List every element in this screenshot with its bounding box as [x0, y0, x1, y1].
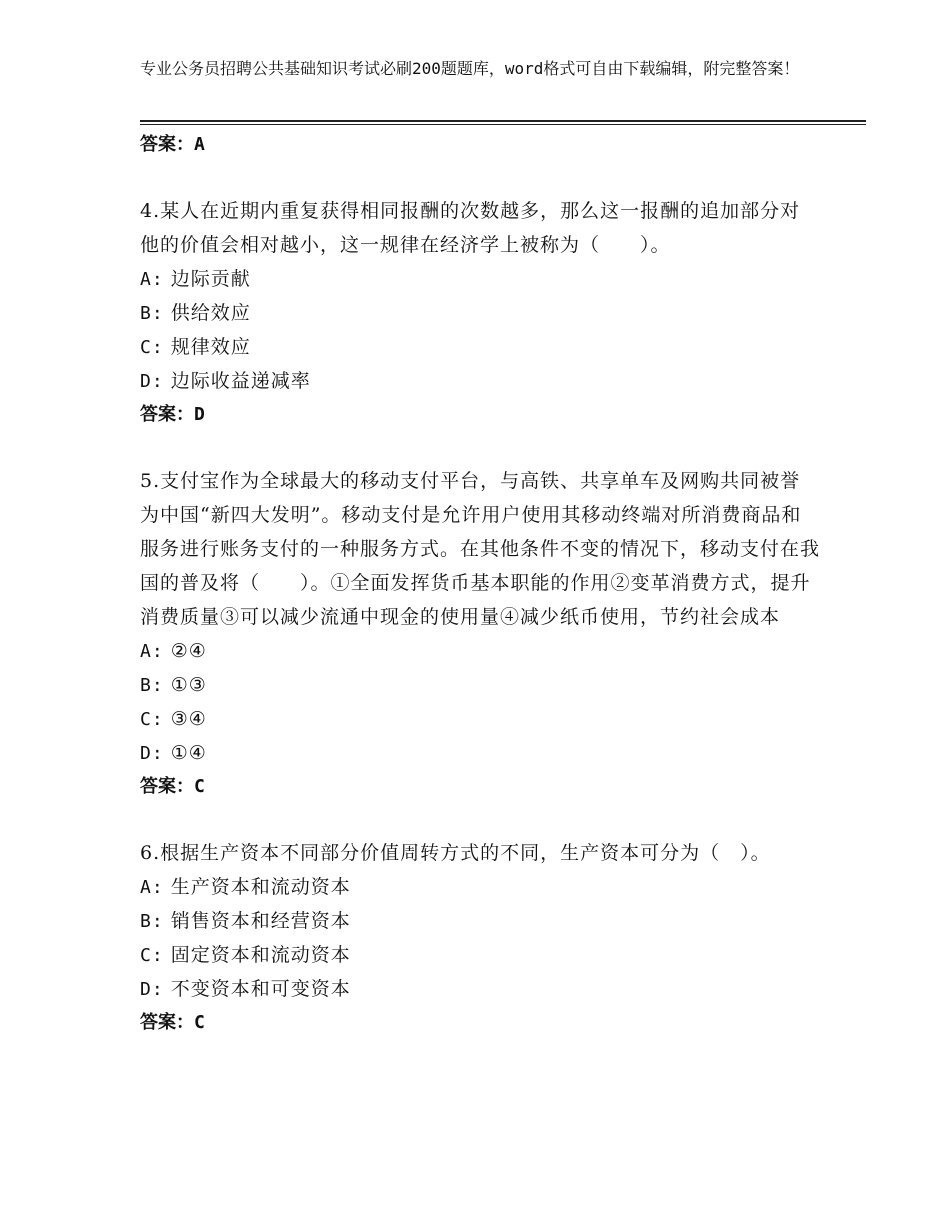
- answer-line: [140, 398, 820, 432]
- option-letter: A:: [140, 641, 164, 662]
- option-text: 规律效应: [170, 336, 251, 358]
- option-letter: D:: [140, 371, 164, 392]
- option-c: [140, 938, 820, 972]
- question-block: [140, 836, 820, 1040]
- answer-value: A: [194, 134, 205, 155]
- option-text: ②④: [170, 640, 207, 662]
- option-letter: B:: [140, 303, 164, 324]
- header-divider-thin: [140, 124, 866, 125]
- question-block: [140, 194, 820, 432]
- option-text: ①④: [170, 742, 207, 764]
- option-a: [140, 262, 820, 296]
- question-text: 5.支付宝作为全球最大的移动支付平台，与高铁、共享单车及网购共同被誉为中国“新四大发明”。移动支付是允许用户使用其移动终端对所消费商品和服务进行账务支付的一种服务方式。在其他条件不变的情况下，移动支付在我国的普及将（ ）。①全面发挥货币基本职能的作用②变革消费方式，提升消费质量③可以减少流通中现金的使用量④减少纸币使用，节约社会成本: [140, 470, 821, 628]
- option-d: [140, 364, 820, 398]
- answer-value: C: [194, 1012, 205, 1033]
- option-b: [140, 904, 820, 938]
- option-letter: B:: [140, 911, 164, 932]
- option-d: [140, 736, 820, 770]
- option-letter: D:: [140, 743, 164, 764]
- question-list: [140, 128, 820, 1040]
- question-text: 6.根据生产资本不同部分价值周转方式的不同，生产资本可分为（ ）。: [140, 842, 771, 864]
- option-text: 边际贡献: [170, 268, 251, 290]
- option-c: [140, 330, 820, 364]
- header-divider-thick: [140, 120, 866, 122]
- option-text: ①③: [170, 674, 207, 696]
- answer-label: 答案：: [140, 1012, 194, 1033]
- option-letter: A:: [140, 877, 164, 898]
- option-a: [140, 870, 820, 904]
- option-letter: C:: [140, 945, 164, 966]
- option-text: 边际收益递减率: [170, 370, 311, 392]
- option-letter: C:: [140, 337, 164, 358]
- option-letter: B:: [140, 675, 164, 696]
- option-text: 供给效应: [170, 302, 251, 324]
- option-text: 销售资本和经营资本: [170, 910, 351, 932]
- answer-label: 答案：: [140, 404, 194, 425]
- header-text: 专业公务员招聘公共基础知识考试必刷200题题库，word格式可自由下载编辑，附完整答案！: [140, 59, 800, 78]
- answer-value: C: [194, 776, 205, 797]
- option-text: 不变资本和可变资本: [170, 978, 351, 1000]
- answer-value: D: [194, 404, 205, 425]
- question-block: [140, 464, 820, 804]
- option-d: [140, 972, 820, 1006]
- answer-line: [140, 128, 820, 162]
- option-text: 生产资本和流动资本: [170, 876, 351, 898]
- option-a: [140, 634, 820, 668]
- answer-line: [140, 770, 820, 804]
- option-letter: A:: [140, 269, 164, 290]
- answer-label: 答案：: [140, 776, 194, 797]
- option-letter: C:: [140, 709, 164, 730]
- option-text: ③④: [170, 708, 207, 730]
- option-b: [140, 668, 820, 702]
- answer-label: 答案：: [140, 134, 194, 155]
- answer-line: [140, 1006, 820, 1040]
- option-b: [140, 296, 820, 330]
- option-letter: D:: [140, 979, 164, 1000]
- option-c: [140, 702, 820, 736]
- question-text: 4.某人在近期内重复获得相同报酬的次数越多，那么这一报酬的追加部分对他的价值会相对越小，这一规律在经济学上被称为（ ）。: [140, 200, 801, 256]
- document-header: [140, 58, 820, 80]
- option-text: 固定资本和流动资本: [170, 944, 351, 966]
